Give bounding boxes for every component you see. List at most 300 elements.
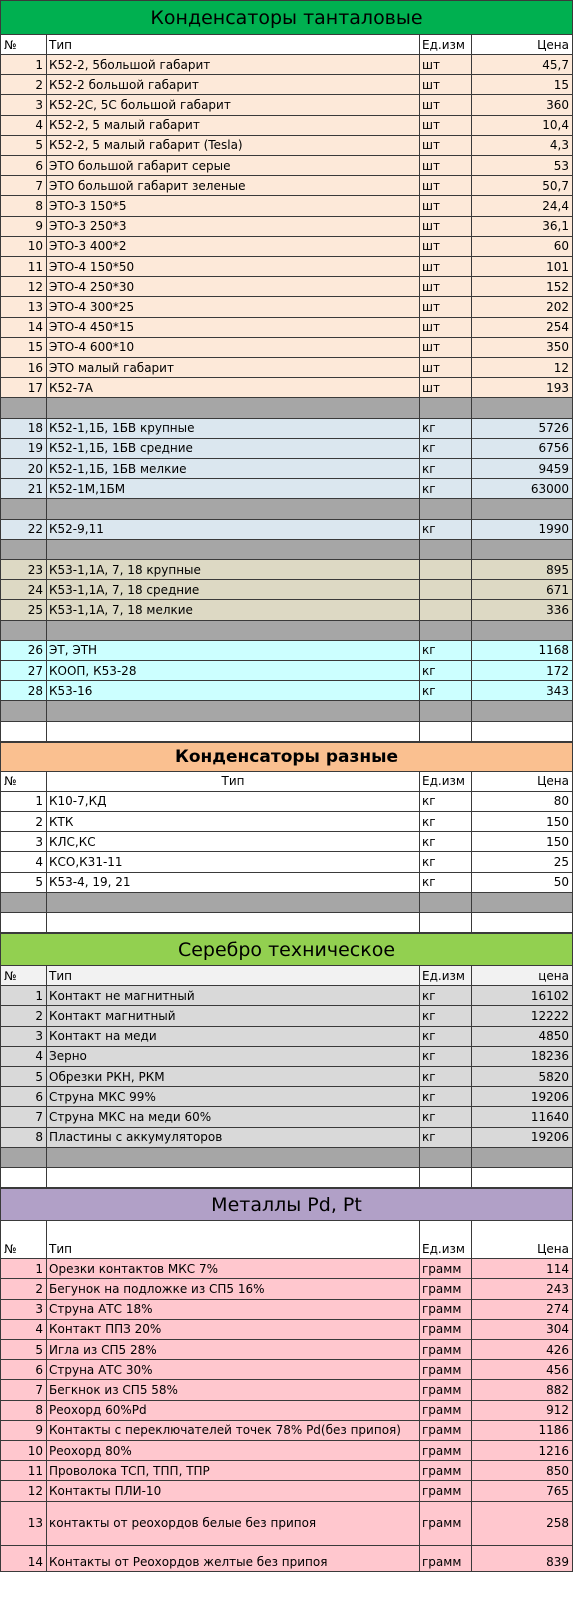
row-number[interactable]: 17 [0, 378, 47, 398]
row-number[interactable]: 19 [0, 439, 47, 459]
row-type[interactable]: Обрезки РКН, РКМ [47, 1067, 420, 1087]
separator-row[interactable] [0, 893, 573, 913]
row-type[interactable]: ЭТО-4 150*50 [47, 257, 420, 277]
row-type[interactable] [47, 913, 420, 933]
row-type[interactable]: ЭТО-4 300*25 [47, 297, 420, 317]
row-unit[interactable] [420, 499, 472, 519]
row-price[interactable]: 895 [472, 560, 573, 580]
row-unit[interactable]: кг [420, 459, 472, 479]
table-row[interactable] [0, 661, 573, 681]
row-type[interactable]: ЭТО-4 250*30 [47, 277, 420, 297]
row-unit[interactable] [420, 913, 472, 933]
row-number[interactable] [0, 913, 47, 933]
table-row[interactable] [0, 600, 573, 620]
row-price[interactable] [472, 701, 573, 721]
table-row[interactable] [0, 419, 573, 439]
row-number[interactable]: 23 [0, 560, 47, 580]
row-price[interactable]: 24,4 [472, 196, 573, 216]
row-price[interactable]: 850 [472, 1461, 573, 1481]
table-row[interactable] [0, 217, 573, 237]
table-row[interactable] [0, 257, 573, 277]
row-unit[interactable] [420, 621, 472, 641]
table-row[interactable] [0, 1047, 573, 1067]
row-price[interactable]: 243 [472, 1279, 573, 1299]
row-number[interactable] [0, 398, 47, 418]
row-unit[interactable]: шт [420, 297, 472, 317]
row-price[interactable] [472, 722, 573, 742]
row-unit[interactable]: кг [420, 419, 472, 439]
row-number[interactable]: 20 [0, 459, 47, 479]
separator-row[interactable] [0, 913, 573, 933]
row-unit[interactable]: шт [420, 196, 472, 216]
row-type[interactable]: КООП, К53-28 [47, 661, 420, 681]
row-price[interactable]: 15 [472, 75, 573, 95]
row-number[interactable] [0, 1168, 47, 1188]
table-row[interactable] [0, 338, 573, 358]
row-number[interactable]: 13 [0, 1502, 47, 1546]
separator-row[interactable] [0, 722, 573, 742]
row-number[interactable]: 2 [0, 1006, 47, 1026]
row-unit[interactable]: грамм [420, 1380, 472, 1400]
row-number[interactable]: 11 [0, 1461, 47, 1481]
row-type[interactable]: К52-1,1Б, 1БВ мелкие [47, 459, 420, 479]
row-price[interactable]: 150 [472, 832, 573, 852]
row-number[interactable]: 3 [0, 95, 47, 115]
table-row[interactable] [0, 560, 573, 580]
row-type[interactable]: Бегунок на подложке из СП5 16% [47, 1279, 420, 1299]
row-price[interactable] [472, 499, 573, 519]
row-number[interactable]: 10 [0, 237, 47, 257]
row-number[interactable]: 12 [0, 277, 47, 297]
table-row[interactable] [0, 459, 573, 479]
row-number[interactable]: 4 [0, 852, 47, 872]
table-row[interactable] [0, 1027, 573, 1047]
row-price[interactable]: 360 [472, 95, 573, 115]
row-unit[interactable]: грамм [420, 1300, 472, 1320]
row-type[interactable] [47, 893, 420, 913]
table-row[interactable] [0, 1481, 573, 1501]
table-row[interactable] [0, 75, 573, 95]
table-row[interactable] [0, 1300, 573, 1320]
row-type[interactable]: Струна МКС на меди 60% [47, 1107, 420, 1127]
row-number[interactable]: 4 [0, 1047, 47, 1067]
separator-row[interactable] [0, 621, 573, 641]
row-number[interactable]: 3 [0, 832, 47, 852]
row-price[interactable]: 63000 [472, 479, 573, 499]
row-unit[interactable]: шт [420, 217, 472, 237]
row-number[interactable]: 2 [0, 1279, 47, 1299]
row-type[interactable]: Струна АТС 30% [47, 1360, 420, 1380]
row-number[interactable]: 10 [0, 1441, 47, 1461]
row-unit[interactable]: шт [420, 55, 472, 75]
row-number[interactable] [0, 701, 47, 721]
table-row[interactable] [0, 852, 573, 872]
row-price[interactable]: 53 [472, 156, 573, 176]
row-type[interactable]: ЭТО-3 150*5 [47, 196, 420, 216]
row-unit[interactable]: кг [420, 1087, 472, 1107]
row-type[interactable]: ЭТО малый габарит [47, 358, 420, 378]
row-type[interactable]: Контакт ППЗ 20% [47, 1320, 420, 1340]
row-unit[interactable] [420, 600, 472, 620]
row-number[interactable]: 6 [0, 1087, 47, 1107]
row-price[interactable]: 19206 [472, 1087, 573, 1107]
row-type[interactable]: ЭТ, ЭТН [47, 641, 420, 661]
row-unit[interactable] [420, 398, 472, 418]
row-price[interactable]: 5726 [472, 419, 573, 439]
row-type[interactable]: К53-4, 19, 21 [47, 873, 420, 893]
row-unit[interactable] [420, 722, 472, 742]
row-type[interactable]: КСО,К31-11 [47, 852, 420, 872]
row-price[interactable]: 456 [472, 1360, 573, 1380]
row-type[interactable]: К52-2, 5большой габарит [47, 55, 420, 75]
row-unit[interactable]: кг [420, 1027, 472, 1047]
separator-row[interactable] [0, 398, 573, 418]
row-number[interactable]: 26 [0, 641, 47, 661]
row-price[interactable]: 6756 [472, 439, 573, 459]
row-number[interactable]: 22 [0, 520, 47, 540]
row-unit[interactable] [420, 580, 472, 600]
row-number[interactable]: 15 [0, 338, 47, 358]
table-row[interactable] [0, 1461, 573, 1481]
row-price[interactable]: 1186 [472, 1421, 573, 1441]
row-number[interactable]: 3 [0, 1300, 47, 1320]
row-number[interactable]: 24 [0, 580, 47, 600]
table-row[interactable] [0, 297, 573, 317]
table-row[interactable] [0, 378, 573, 398]
table-row[interactable] [0, 1441, 573, 1461]
row-unit[interactable]: грамм [420, 1546, 472, 1572]
table-row[interactable] [0, 873, 573, 893]
row-unit[interactable]: грамм [420, 1401, 472, 1421]
row-unit[interactable]: шт [420, 237, 472, 257]
row-type[interactable]: Пластины с аккумуляторов [47, 1128, 420, 1148]
row-number[interactable]: 1 [0, 986, 47, 1006]
row-unit[interactable]: кг [420, 479, 472, 499]
row-type[interactable]: ЭТО-3 250*3 [47, 217, 420, 237]
table-row[interactable] [0, 277, 573, 297]
row-unit[interactable]: шт [420, 75, 472, 95]
row-price[interactable]: 9459 [472, 459, 573, 479]
row-number[interactable]: 4 [0, 116, 47, 136]
separator-row[interactable] [0, 1148, 573, 1168]
table-row[interactable] [0, 479, 573, 499]
row-price[interactable] [472, 893, 573, 913]
row-price[interactable]: 10,4 [472, 116, 573, 136]
row-number[interactable]: 25 [0, 600, 47, 620]
row-type[interactable]: Контакт магнитный [47, 1006, 420, 1026]
table-row[interactable] [0, 520, 573, 540]
table-row[interactable] [0, 681, 573, 701]
row-unit[interactable]: кг [420, 1006, 472, 1026]
table-row[interactable] [0, 237, 573, 257]
row-type[interactable]: ЭТО большой габарит зеленые [47, 176, 420, 196]
row-unit[interactable] [420, 1168, 472, 1188]
row-type[interactable]: Реохорд 60%Pd [47, 1401, 420, 1421]
row-price[interactable]: 45,7 [472, 55, 573, 75]
separator-row[interactable] [0, 499, 573, 519]
row-type[interactable]: Струна МКС 99% [47, 1087, 420, 1107]
row-number[interactable] [0, 722, 47, 742]
row-number[interactable]: 5 [0, 1340, 47, 1360]
row-price[interactable]: 114 [472, 1259, 573, 1279]
row-type[interactable] [47, 1148, 420, 1168]
table-row[interactable] [0, 318, 573, 338]
row-type[interactable]: КЛС,КС [47, 832, 420, 852]
row-number[interactable]: 13 [0, 297, 47, 317]
row-unit[interactable]: кг [420, 661, 472, 681]
row-number[interactable]: 1 [0, 792, 47, 812]
row-unit[interactable]: кг [420, 1047, 472, 1067]
row-unit[interactable]: грамм [420, 1279, 472, 1299]
row-price[interactable]: 304 [472, 1320, 573, 1340]
row-number[interactable]: 27 [0, 661, 47, 681]
row-unit[interactable]: кг [420, 873, 472, 893]
row-number[interactable]: 2 [0, 812, 47, 832]
row-number[interactable]: 21 [0, 479, 47, 499]
table-row[interactable] [0, 1006, 573, 1026]
table-row[interactable] [0, 136, 573, 156]
table-row[interactable] [0, 95, 573, 115]
row-number[interactable]: 8 [0, 1128, 47, 1148]
row-number[interactable] [0, 621, 47, 641]
row-price[interactable]: 343 [472, 681, 573, 701]
row-unit[interactable] [420, 893, 472, 913]
table-row[interactable] [0, 1128, 573, 1148]
row-number[interactable]: 4 [0, 1320, 47, 1340]
row-price[interactable]: 671 [472, 580, 573, 600]
table-row[interactable] [0, 1067, 573, 1087]
row-unit[interactable]: шт [420, 338, 472, 358]
row-price[interactable]: 60 [472, 237, 573, 257]
row-type[interactable]: ЭТО-3 400*2 [47, 237, 420, 257]
row-type[interactable] [47, 701, 420, 721]
row-price[interactable]: 16102 [472, 986, 573, 1006]
row-type[interactable] [47, 398, 420, 418]
table-row[interactable] [0, 1380, 573, 1400]
row-price[interactable]: 1168 [472, 641, 573, 661]
row-price[interactable]: 12222 [472, 1006, 573, 1026]
row-price[interactable]: 101 [472, 257, 573, 277]
row-number[interactable]: 16 [0, 358, 47, 378]
row-unit[interactable]: грамм [420, 1320, 472, 1340]
row-type[interactable]: К52-2 большой габарит [47, 75, 420, 95]
row-price[interactable]: 839 [472, 1546, 573, 1572]
row-type[interactable] [47, 540, 420, 560]
row-number[interactable] [0, 540, 47, 560]
row-unit[interactable]: кг [420, 1128, 472, 1148]
row-type[interactable]: Игла из СП5 28% [47, 1340, 420, 1360]
row-price[interactable] [472, 621, 573, 641]
row-unit[interactable]: кг [420, 812, 472, 832]
table-row[interactable] [0, 156, 573, 176]
row-number[interactable]: 11 [0, 257, 47, 277]
row-price[interactable] [472, 1168, 573, 1188]
table-row[interactable] [0, 55, 573, 75]
row-price[interactable]: 1216 [472, 1441, 573, 1461]
row-price[interactable]: 202 [472, 297, 573, 317]
row-unit[interactable]: кг [420, 852, 472, 872]
row-type[interactable]: Контакты с переключателей точек 78% Pd(без припоя) [47, 1421, 420, 1441]
table-row[interactable] [0, 1401, 573, 1421]
row-type[interactable]: КТК [47, 812, 420, 832]
row-type[interactable] [47, 722, 420, 742]
row-number[interactable]: 28 [0, 681, 47, 701]
table-row[interactable] [0, 1421, 573, 1441]
table-row[interactable] [0, 580, 573, 600]
row-unit[interactable]: кг [420, 641, 472, 661]
row-number[interactable]: 5 [0, 873, 47, 893]
row-number[interactable]: 14 [0, 1546, 47, 1572]
row-unit[interactable]: грамм [420, 1421, 472, 1441]
row-price[interactable]: 50,7 [472, 176, 573, 196]
table-row[interactable] [0, 1360, 573, 1380]
row-unit[interactable]: кг [420, 832, 472, 852]
row-type[interactable]: К52-9,11 [47, 520, 420, 540]
row-type[interactable]: ЭТО большой габарит серые [47, 156, 420, 176]
row-unit[interactable]: кг [420, 986, 472, 1006]
row-unit[interactable]: грамм [420, 1360, 472, 1380]
row-type[interactable]: К52-7А [47, 378, 420, 398]
row-unit[interactable] [420, 1148, 472, 1168]
row-price[interactable]: 350 [472, 338, 573, 358]
row-price[interactable]: 36,1 [472, 217, 573, 237]
table-row[interactable] [0, 641, 573, 661]
row-price[interactable]: 172 [472, 661, 573, 681]
separator-row[interactable] [0, 1168, 573, 1188]
row-unit[interactable]: грамм [420, 1259, 472, 1279]
row-unit[interactable]: кг [420, 520, 472, 540]
row-price[interactable]: 12 [472, 358, 573, 378]
table-row[interactable] [0, 1087, 573, 1107]
separator-row[interactable] [0, 540, 573, 560]
row-unit[interactable] [420, 540, 472, 560]
row-number[interactable]: 1 [0, 55, 47, 75]
table-row[interactable] [0, 1259, 573, 1279]
row-price[interactable]: 193 [472, 378, 573, 398]
row-price[interactable]: 11640 [472, 1107, 573, 1127]
row-number[interactable]: 5 [0, 1067, 47, 1087]
row-unit[interactable]: шт [420, 358, 472, 378]
row-number[interactable]: 3 [0, 1027, 47, 1047]
row-price[interactable]: 19206 [472, 1128, 573, 1148]
row-type[interactable] [47, 621, 420, 641]
row-number[interactable]: 9 [0, 1421, 47, 1441]
row-type[interactable]: контакты от реохордов белые без припоя [47, 1502, 420, 1546]
row-number[interactable]: 9 [0, 217, 47, 237]
row-type[interactable]: К52-1,1Б, 1БВ средние [47, 439, 420, 459]
row-price[interactable]: 150 [472, 812, 573, 832]
row-price[interactable]: 254 [472, 318, 573, 338]
row-number[interactable]: 7 [0, 1380, 47, 1400]
row-unit[interactable]: грамм [420, 1340, 472, 1360]
separator-row[interactable] [0, 701, 573, 721]
row-unit[interactable]: кг [420, 792, 472, 812]
row-type[interactable]: К52-1М,1БМ [47, 479, 420, 499]
row-number[interactable]: 8 [0, 196, 47, 216]
row-price[interactable] [472, 1148, 573, 1168]
row-price[interactable] [472, 398, 573, 418]
row-type[interactable]: Орезки контактов МКС 7% [47, 1259, 420, 1279]
table-row[interactable] [0, 196, 573, 216]
row-type[interactable] [47, 1168, 420, 1188]
row-unit[interactable] [420, 560, 472, 580]
row-number[interactable] [0, 499, 47, 519]
table-row[interactable] [0, 358, 573, 378]
row-price[interactable]: 274 [472, 1300, 573, 1320]
row-type[interactable]: Контакты от Реохордов желтые без припоя [47, 1546, 420, 1572]
table-row[interactable] [0, 832, 573, 852]
table-row[interactable] [0, 792, 573, 812]
row-type[interactable]: Зерно [47, 1047, 420, 1067]
row-type[interactable]: К52-2, 5 малый габарит (Tesla) [47, 136, 420, 156]
row-type[interactable]: К53-1,1А, 7, 18 крупные [47, 560, 420, 580]
row-type[interactable]: Контакты ПЛИ-10 [47, 1481, 420, 1501]
table-row[interactable] [0, 812, 573, 832]
row-type[interactable]: К10-7,КД [47, 792, 420, 812]
row-price[interactable] [472, 540, 573, 560]
row-number[interactable]: 7 [0, 1107, 47, 1127]
row-unit[interactable]: шт [420, 95, 472, 115]
row-number[interactable]: 6 [0, 1360, 47, 1380]
row-unit[interactable] [420, 701, 472, 721]
row-price[interactable]: 50 [472, 873, 573, 893]
row-number[interactable] [0, 893, 47, 913]
row-number[interactable]: 8 [0, 1401, 47, 1421]
table-row[interactable] [0, 176, 573, 196]
table-row[interactable] [0, 1340, 573, 1360]
row-number[interactable]: 18 [0, 419, 47, 439]
row-price[interactable]: 426 [472, 1340, 573, 1360]
row-unit[interactable]: шт [420, 318, 472, 338]
row-unit[interactable]: шт [420, 257, 472, 277]
row-unit[interactable]: шт [420, 156, 472, 176]
row-price[interactable]: 152 [472, 277, 573, 297]
row-price[interactable]: 4850 [472, 1027, 573, 1047]
row-unit[interactable]: кг [420, 1107, 472, 1127]
row-unit[interactable]: грамм [420, 1502, 472, 1546]
table-row[interactable] [0, 1502, 573, 1546]
row-unit[interactable]: шт [420, 277, 472, 297]
row-unit[interactable]: шт [420, 136, 472, 156]
row-unit[interactable]: шт [420, 176, 472, 196]
table-row[interactable] [0, 1546, 573, 1572]
row-type[interactable]: К52-2С, 5С большой габарит [47, 95, 420, 115]
row-type[interactable]: К53-1,1А, 7, 18 средние [47, 580, 420, 600]
row-number[interactable]: 5 [0, 136, 47, 156]
row-type[interactable]: Реохорд 80% [47, 1441, 420, 1461]
row-unit[interactable]: шт [420, 116, 472, 136]
row-type[interactable]: ЭТО-4 450*15 [47, 318, 420, 338]
row-price[interactable]: 80 [472, 792, 573, 812]
row-price[interactable]: 258 [472, 1502, 573, 1546]
row-number[interactable] [0, 1148, 47, 1168]
row-type[interactable]: К53-1,1А, 7, 18 мелкие [47, 600, 420, 620]
row-unit[interactable]: кг [420, 439, 472, 459]
row-type[interactable]: К53-16 [47, 681, 420, 701]
row-price[interactable]: 765 [472, 1481, 573, 1501]
row-price[interactable]: 4,3 [472, 136, 573, 156]
row-number[interactable]: 6 [0, 156, 47, 176]
row-number[interactable]: 14 [0, 318, 47, 338]
row-price[interactable]: 882 [472, 1380, 573, 1400]
row-number[interactable]: 12 [0, 1481, 47, 1501]
row-price[interactable]: 336 [472, 600, 573, 620]
table-row[interactable] [0, 986, 573, 1006]
row-price[interactable] [472, 913, 573, 933]
row-type[interactable]: Бегкнок из СП5 58% [47, 1380, 420, 1400]
row-number[interactable]: 1 [0, 1259, 47, 1279]
row-type[interactable]: ЭТО-4 600*10 [47, 338, 420, 358]
